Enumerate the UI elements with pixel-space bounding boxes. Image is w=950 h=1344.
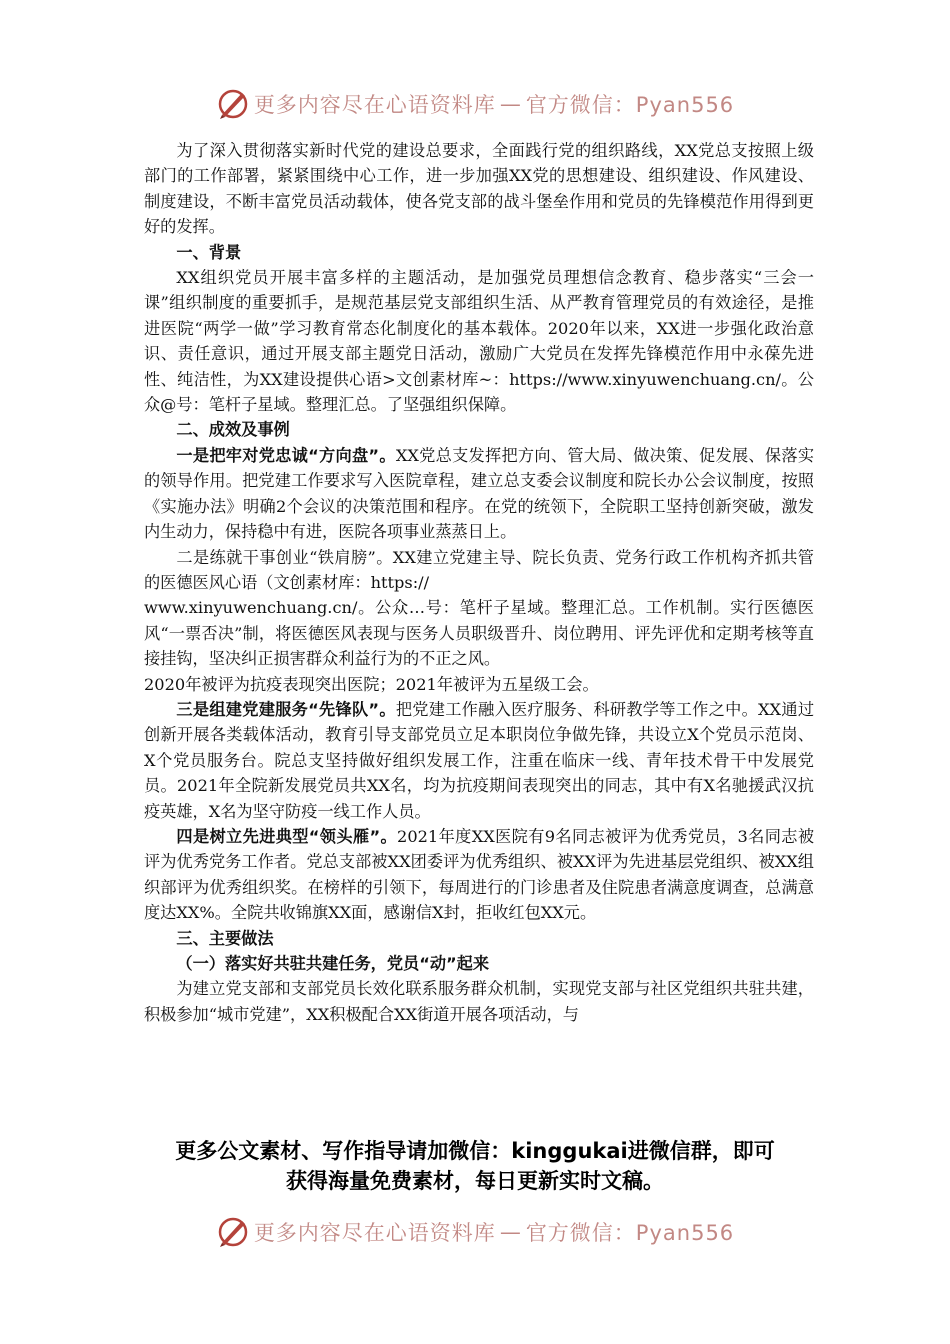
item4-paragraph bbox=[144, 824, 814, 926]
methods-heading: 三、主要做法 bbox=[176, 928, 274, 948]
watermark-brand: 更多内容尽在心语资料库 bbox=[253, 93, 496, 117]
item4-text: 2021年度XX医院有9名同志被评为优秀党员，3名同志被评为优秀党务工作者。党总支部被XX团委评为优秀组织、被XX评为先进基层党组织、被XX组织部评为优秀组织奖。在榜样的引领下，每周进行的门诊患者及住院患者满意度调查，总满意度达XX%。全院共收锦旗XX面，感谢信X封，拒收红包XX元。 bbox=[144, 826, 815, 923]
item3-paragraph bbox=[144, 697, 814, 824]
pen-logo-icon bbox=[216, 1215, 250, 1249]
item2-paragraph-b: www.xinyuwenchuang.cn/。公众…号：笔杆子星域。整理汇总。工作机制。实行医德医风“一票否决”制，将医德医风表现与医务人员职级晋升、岗位聘用、评先评优和定期考核等直接挂钩，坚决纠正损害群众利益行为的不正之风。 bbox=[144, 598, 814, 669]
item1-title: 一是把牢对党忠诚“方向盘”。 bbox=[176, 445, 396, 465]
watermark-brand: 更多内容尽在心语资料库 bbox=[253, 1221, 496, 1245]
background-heading: 一、背景 bbox=[176, 242, 242, 262]
item3-text: 把党建工作融入医疗服务、科研教学等工作之中。XX通过创新开展各类载体活动，教育引导支部党员立足本职岗位争做先锋，共设立X个党员示范岗、X个党员服务台。院总支坚持做好组织发展工作，注重在临床一线、青年技术骨干中发展党员。2021年全院新发展党员共XX名，均为抗疫期间表现突出的同志，其中有X名驰援武汉抗疫英雄，X名为坚守防疫一线工作人员。 bbox=[144, 699, 815, 821]
item1-paragraph bbox=[144, 443, 814, 545]
watermark-header bbox=[0, 84, 950, 124]
item2-paragraph-a: 二是练就干事创业“铁肩膀”。XX建立党建主导、院长负责、党务行政工作机构齐抓共管的医德医风心语（文创素材库：https:// bbox=[144, 547, 814, 592]
item4-title: 四是树立先进典型“领头雁”。 bbox=[176, 826, 398, 846]
watermark-contact: 官方微信：Pyan556 bbox=[525, 1221, 735, 1245]
watermark-separator: — bbox=[499, 1220, 522, 1244]
promo-line-1: 更多公文素材、写作指导请加微信：kinggukai进微信群，即可 bbox=[175, 1139, 775, 1163]
background-paragraph: XX组织党员开展丰富多样的主题活动，是加强党员理想信念教育、稳步落实“三会一课”组织制度的重要抓手，是规范基层党支部组织生活、从严教育管理党员的有效途径，是推进医院“两学一做”学习教育常态化制度化的基本载体。2020年以来，XX进一步强化政治意识、责任意识，通过开展支部主题党日活动，激励广大党员在发挥先锋模范作用中永葆先进性、纯洁性，为XX建设提供心语>文创素材库~：https://www.xinyuwenchuang.cn/。公众@号：笔杆子星域。整理汇总。了坚强组织保障。 bbox=[144, 268, 814, 415]
watermark-contact: 官方微信：Pyan556 bbox=[525, 93, 735, 117]
watermark-footer bbox=[0, 1212, 950, 1252]
methods-subheading: （一）落实好共驻共建任务，党员“动”起来 bbox=[176, 954, 490, 973]
item3-title: 三是组建党建服务“先锋队”。 bbox=[176, 699, 396, 719]
document-body bbox=[144, 138, 814, 1027]
intro-paragraph: 为了深入贯彻落实新时代党的建设总要求，全面践行党的组织路线，XX党总支按照上级部门的工作部署，紧紧围绕中心工作，进一步加强XX党的思想建设、组织建设、作风建设、制度建设，不断丰富党员活动载体，使各党支部的战斗堡垒作用和党员的先锋模范作用得到更好的发挥。 bbox=[144, 141, 814, 237]
item1-text: XX党总支发挥把方向、管大局、做决策、促发展、保落实的领导作用。把党建工作要求写入医院章程，建立总支委会议制度和院长办公会议制度，按照《实施办法》明确2个会议的决策范围和程序。在党的统领下，全院职工坚持创新突破，激发内生动力，保持稳中有进，医院各项事业蒸蒸日上。 bbox=[144, 445, 815, 542]
promo-banner bbox=[120, 1136, 830, 1196]
methods-paragraph: 为建立党支部和支部党员长效化联系服务群众机制，实现党支部与社区党组织共驻共建，积极参加“城市党建”，XX积极配合XX街道开展各项活动，与 bbox=[144, 979, 814, 1024]
results-heading: 二、成效及事例 bbox=[176, 420, 290, 440]
item2-paragraph-c: 2020年被评为抗疫表现突出医院；2021年被评为五星级工会。 bbox=[144, 674, 599, 694]
promo-line-2: 获得海量免费素材，每日更新实时文稿。 bbox=[286, 1169, 664, 1193]
pen-logo-icon bbox=[216, 87, 250, 121]
watermark-separator: — bbox=[499, 92, 522, 116]
